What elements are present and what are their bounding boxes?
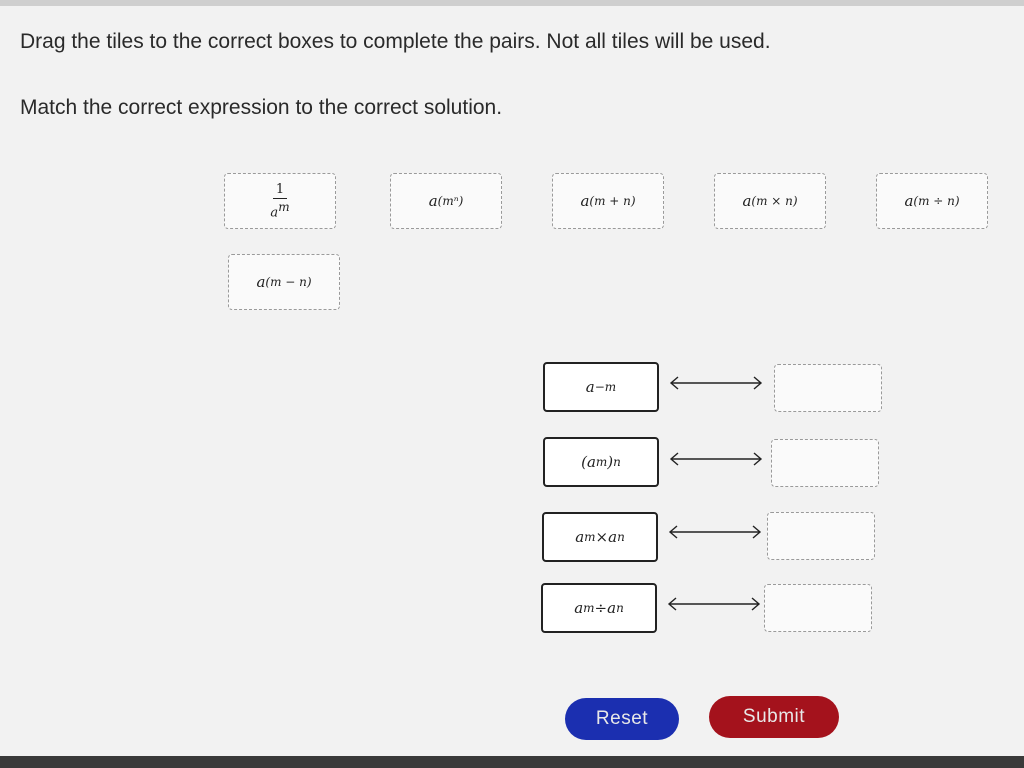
tile-base: a [428, 192, 438, 210]
tile-exponent: (m + n) [589, 194, 636, 208]
expr-base: a [585, 378, 595, 396]
expression-a-m-divide-a-n [541, 583, 657, 633]
expr-exponent: m [595, 455, 608, 469]
double-arrow-icon [668, 376, 764, 390]
fraction [270, 183, 289, 219]
drop-box-2[interactable] [771, 439, 879, 487]
double-arrow-icon [667, 525, 763, 539]
reset-button[interactable]: Reset [565, 698, 679, 740]
question-text: Match the correct expression to the correct solution. [20, 96, 503, 119]
expr-exponent-2: n [617, 530, 625, 544]
expr-base: a [575, 528, 585, 546]
tile-exponent: (mⁿ) [437, 194, 464, 208]
numerator: 1 [273, 183, 287, 199]
tile-base: a [742, 192, 752, 210]
expr-exponent: −m [594, 380, 617, 394]
tile-base: a [256, 273, 266, 291]
submit-button[interactable]: Submit [709, 696, 839, 738]
tile-a-m-plus-n[interactable] [552, 173, 664, 229]
tile-exponent: (m ÷ n) [913, 194, 960, 208]
tile-exponent: (m × n) [751, 194, 798, 208]
tile-a-m-minus-n[interactable] [228, 254, 340, 310]
expr-close-paren: ) [607, 453, 614, 471]
expression-a-m-times-a-n [542, 512, 658, 562]
expr-operator: ÷ [594, 599, 608, 617]
screen-bezel-bottom [0, 756, 1024, 768]
expr-outer-exponent: n [613, 455, 621, 469]
expr-operator: × [595, 528, 609, 546]
expr-base-2: a [607, 599, 617, 617]
tile-base: a [904, 192, 914, 210]
drop-box-3[interactable] [767, 512, 875, 560]
tile-exponent: (m − n) [265, 275, 312, 289]
expr-base: a [574, 599, 584, 617]
expr-base: (a [581, 453, 596, 471]
drop-box-1[interactable] [774, 364, 882, 412]
denominator [270, 199, 289, 219]
drop-box-4[interactable] [764, 584, 872, 632]
screen-bezel-top [0, 0, 1024, 6]
expression-a-neg-m [543, 362, 659, 412]
expression-a-m-all-n [543, 437, 659, 487]
expr-exponent: m [583, 601, 595, 615]
den-exponent: m [278, 199, 290, 214]
tile-a-m-divide-n[interactable] [876, 173, 988, 229]
expr-base-2: a [608, 528, 618, 546]
double-arrow-icon [666, 597, 762, 611]
den-base: a [270, 205, 279, 221]
tile-a-m-times-n[interactable] [714, 173, 826, 229]
tile-a-m-power-n[interactable] [390, 173, 502, 229]
tile-one-over-a-m[interactable] [224, 173, 336, 229]
expr-exponent-2: n [616, 601, 624, 615]
double-arrow-icon [668, 452, 764, 466]
expr-exponent: m [584, 530, 596, 544]
tile-base: a [580, 192, 590, 210]
instruction-text: Drag the tiles to the correct boxes to complete the pairs. Not all tiles will be used. [20, 30, 771, 53]
